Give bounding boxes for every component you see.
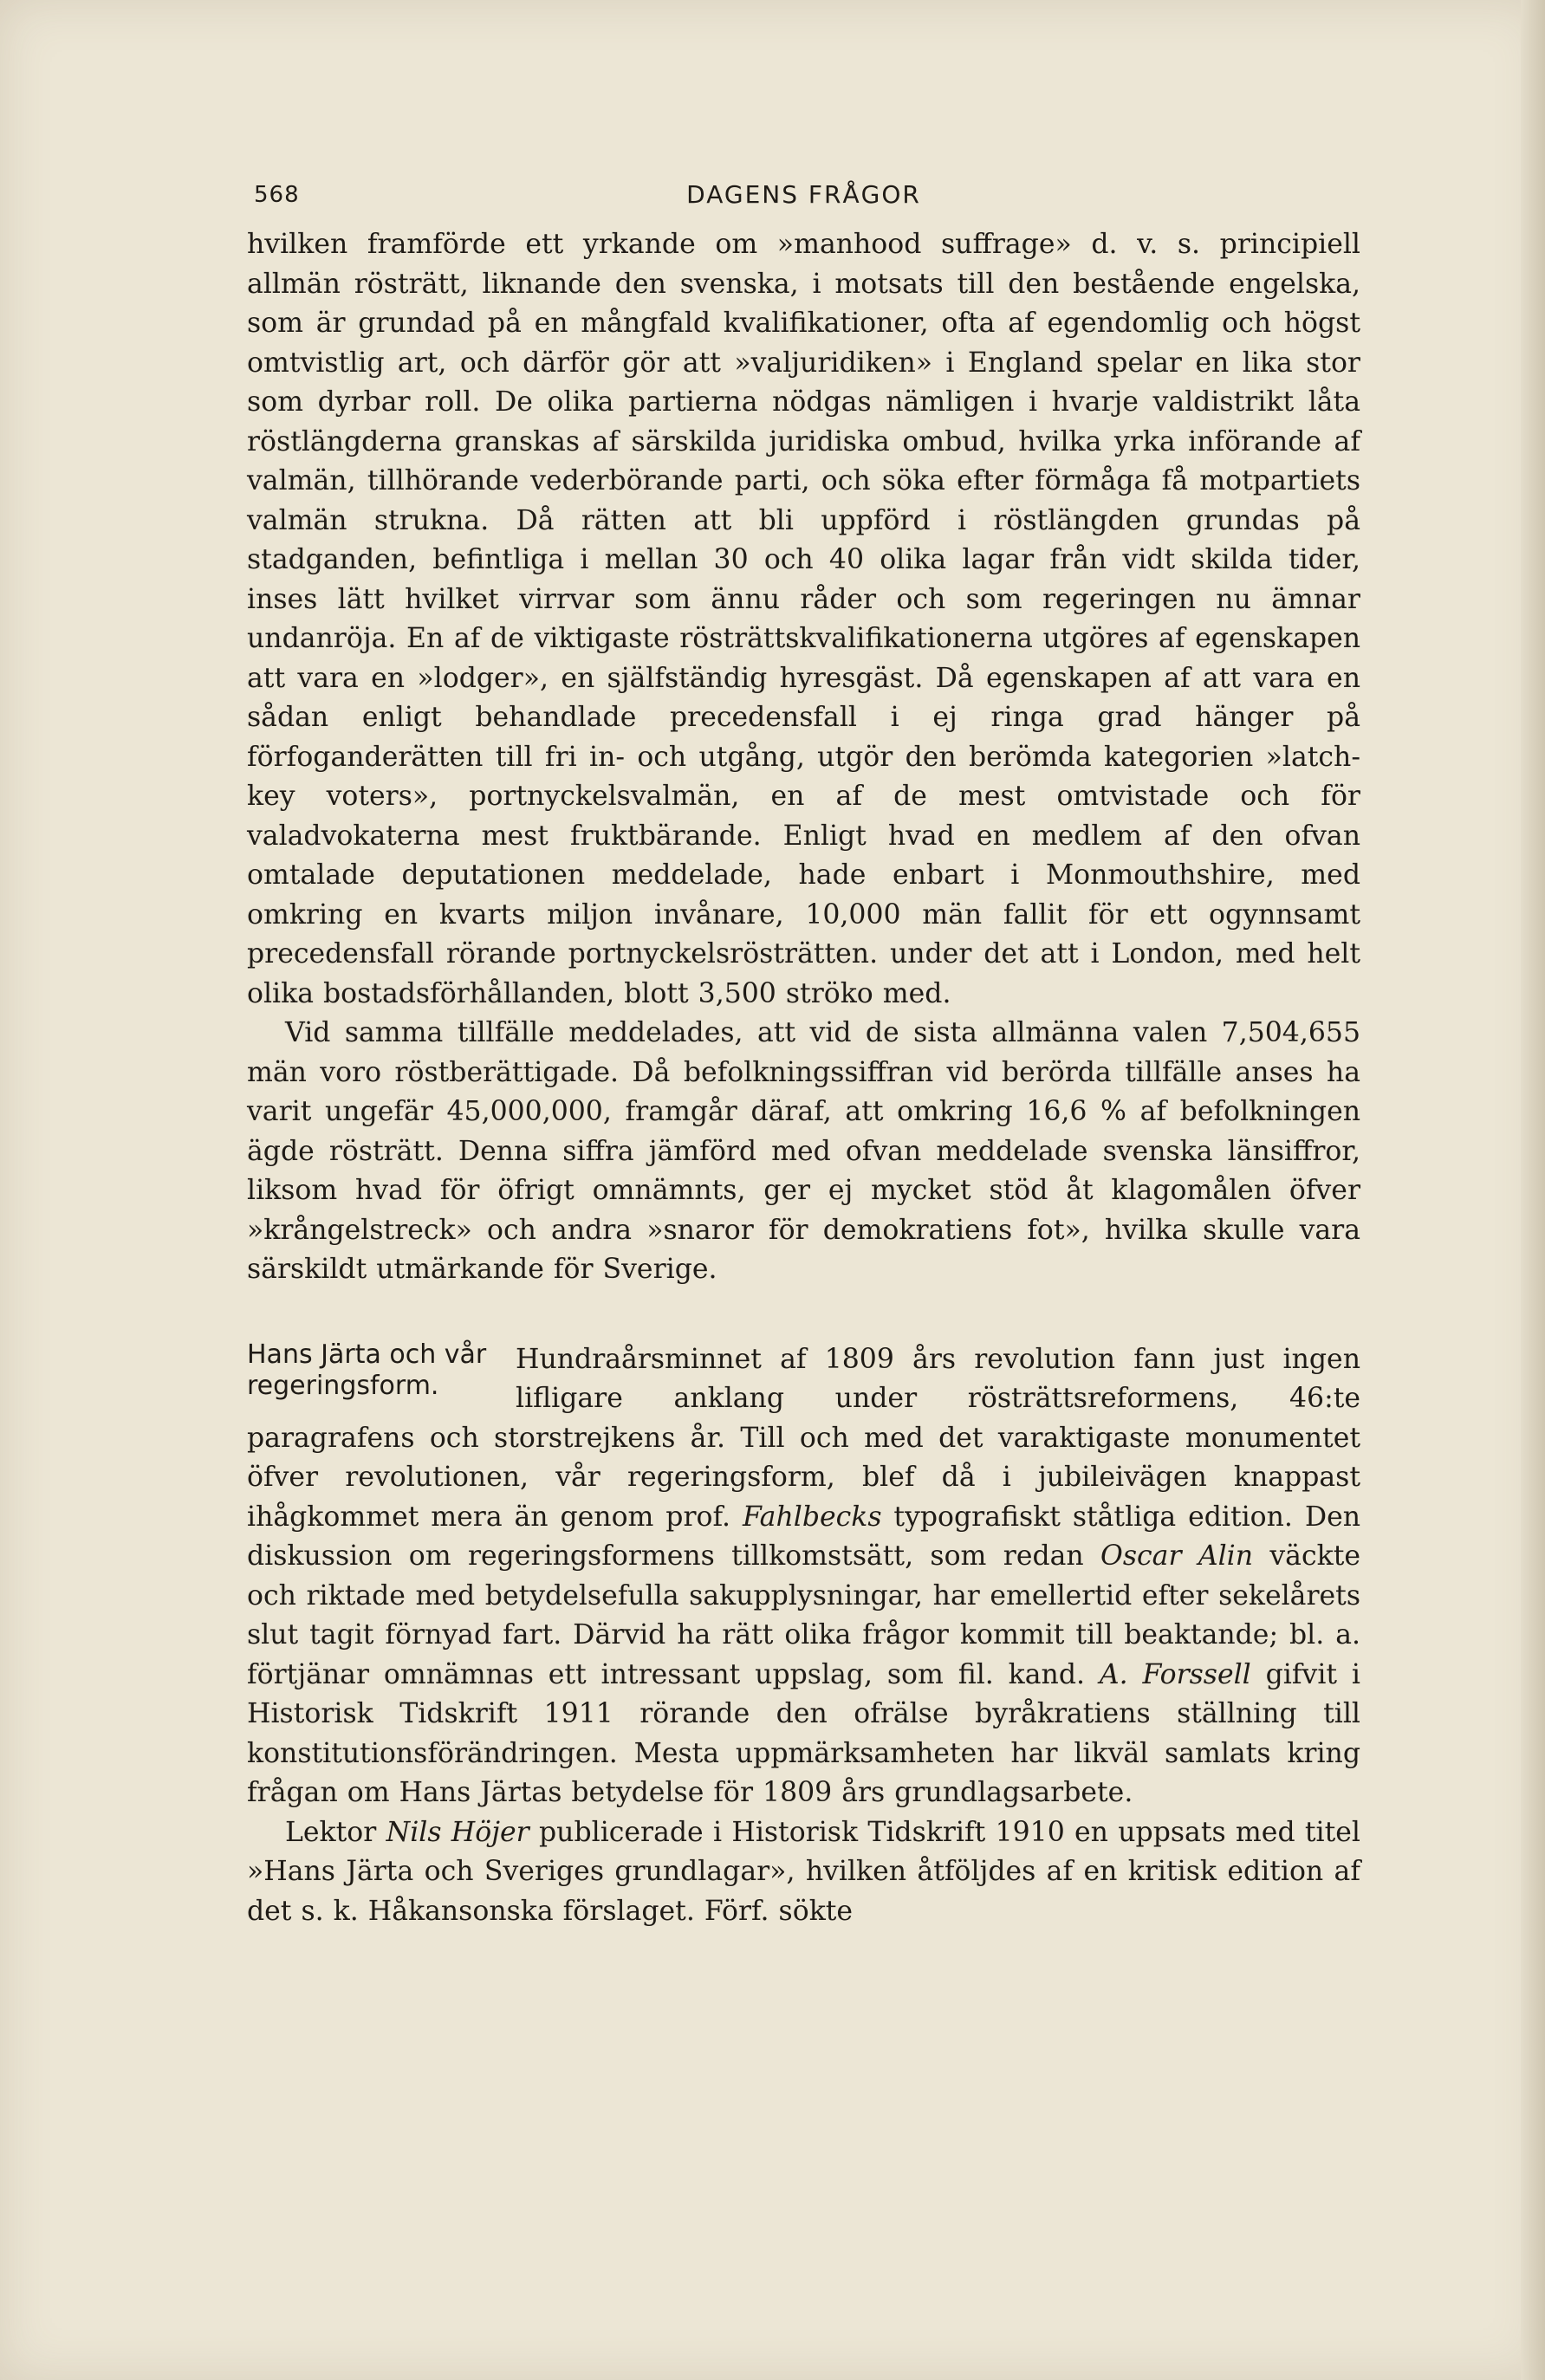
paragraph-election-figures: Vid samma tillfälle meddelades, att vid de sista allmänna valen 7,504,655 män voro röstberättigade. Då befolkningssiffran vid berörda tillfälle anses ha varit ungefär 45,000,000, framgår däraf, att omkring 16,6 % af befolkningen ägde rösträtt. Denna siffra jämförd med ofvan meddelade svenska länsiffror, liksom hvad för öfrigt omnämnts, ger ej mycket stöd åt klagomålen öfver »krångelstreck» och andra »snaror för demokratiens fot», hvilka skulle vara särskildt utmärkande för Sverige. xyxy=(247,1017,1360,1285)
running-title: DAGENS FRÅGOR xyxy=(686,180,921,209)
section-gap xyxy=(247,1290,1360,1340)
text-run: typografiskt ståtliga edition. Den diskussion om regeringsformens tillkomstsätt, som redan xyxy=(247,1501,1361,1572)
section-paragraph-1 xyxy=(247,1340,1360,1813)
person-name-forssell: A. Forssell xyxy=(1099,1658,1251,1690)
text-run: Hundraårsminnet af 1809 års revolution fann just ingen lifligare anklang under rösträttsreformens, 46:te paragrafens och storstrejkens år. Till och med det varaktigaste monumentet öfver revolutionen, vår regeringsform, blef då i jubileivägen knappast ihågkommet mera än genom prof. xyxy=(247,1343,1360,1533)
person-name-fahlbeck: Fahlbecks xyxy=(742,1501,882,1533)
section-paragraph-2 xyxy=(247,1813,1360,1932)
person-name-alin: Oscar Alin xyxy=(1100,1540,1254,1572)
text-run: gifvit i Historisk Tidskrift 1911 rörande den ofrälse byråkratiens ställning till konstitutionsförändringen. Mesta uppmärksamheten har likväl samlats kring frågan om Hans Järtas betydelse för 1809 års grundlagsarbete. xyxy=(247,1658,1360,1808)
page-content xyxy=(247,156,1360,1931)
page-edge xyxy=(1521,0,1545,2380)
text-run: Lektor xyxy=(285,1816,377,1848)
section-heading: Hans Järta och vår regeringsform. xyxy=(247,1339,487,1401)
paragraph-continuation: hvilken framförde ett yrkande om »manhood suffrage» d. v. s. principiell allmän rösträtt, liknande den svenska, i motsats till den bestående engelska, som är grundad på en mångfald kvalifikationer, ofta af egendomlig och högst omtvistlig art, och därför gör att »valjuridiken» i England spelar en lika stor som dyrbar roll. De olika partierna nödgas nämligen i hvarje valdistrikt låta röstlängderna granskas af särskilda juridiska ombud, hvilka yrka införande af valmän, tillhörande vederbörande parti, och söka efter förmåga få motpartiets valmän strukna. Då rätten att bli uppförd i röstlängden grundas på stadganden, befintliga i mellan 30 och 40 olika lagar från vidt skilda tider, inses lätt hvilket virrvar som ännu råder och som regeringen nu ämnar undanröja. En af de viktigaste rösträttskvalifikationerna utgöres af egenskapen att vara en »lodger», en själfständig hyresgäst. Då egenskapen af att vara en sådan enligt behandlade precedensfall i ej ringa grad hänger på förfoganderätten till fri in- och utgång, utgör den berömda kategorien »latch-key voters», portnyckelsvalmän, en af de mest omtvistade och för valadvokaterna mest fruktbärande. Enligt hvad en medlem af den ofvan omtalade deputationen meddelade, hade enbart i Monmouthshire, med omkring en kvarts miljon invånare, 10,000 män fallit för ett ogynnsamt precedensfall rörande portnyckelsrösträtten. under det att i London, med helt olika bostadsförhållanden, blott 3,500 ströko med. xyxy=(247,229,1360,1009)
text-run: väckte och riktade med betydelsefulla sakupplysningar, har emellertid efter sekelårets slut tagit förnyad fart. Därvid ha rätt olika frågor kommit till beaktande; bl. a. förtjänar omnämnas ett intressant uppslag, som fil. kand. xyxy=(247,1540,1360,1690)
person-name-hojer: Nils Höjer xyxy=(386,1816,529,1848)
page-header xyxy=(247,156,1360,225)
page-number: 568 xyxy=(254,182,300,208)
section-hans-jarta xyxy=(247,1340,1360,1932)
text-run: publicerade i Historisk Tidskrift 1910 en uppsats med titel »Hans Järta och Sveriges grundlagar», hvilken åtföljdes af en kritisk edition af det s. k. Håkansonska förslaget. Förf. sökte xyxy=(247,1816,1361,1927)
